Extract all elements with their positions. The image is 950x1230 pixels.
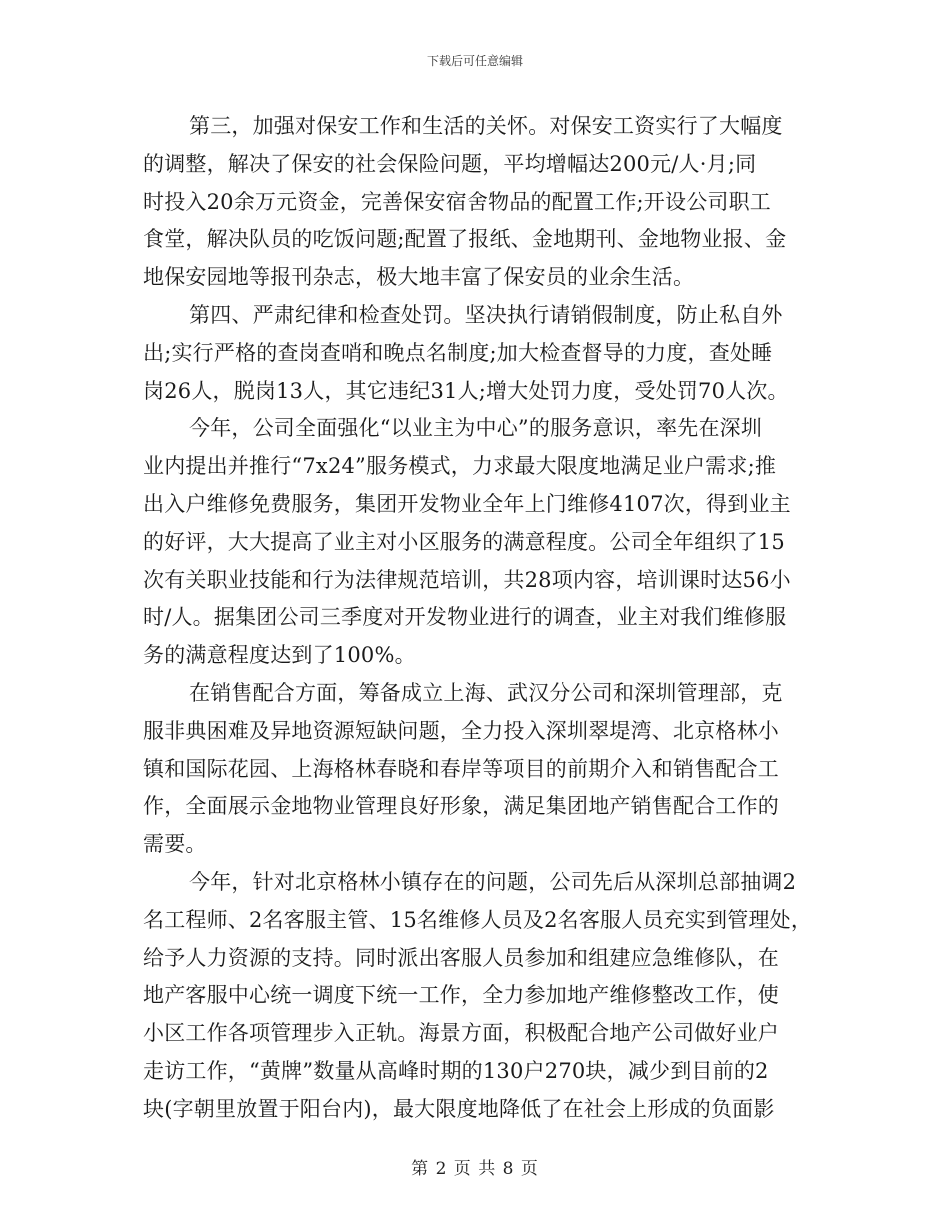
text-line: 岗26人，脱岗13人，其它违纪31人;增大处罚力度，受处罚70人次。 [143, 378, 789, 403]
text-line: 镇和国际花园、上海格林春晓和春岸等项目的前期介入和销售配合工 [143, 756, 779, 781]
text-line: 食堂，解决队员的吃饭问题;配置了报纸、金地期刊、金地物业报、金 [143, 227, 787, 252]
page-number: 第 2 页 共 8 页 [411, 1159, 539, 1179]
text-line: 今年，针对北京格林小镇存在的问题，公司先后从深圳总部抽调2 [189, 869, 797, 894]
text-line: 需要。 [143, 832, 207, 857]
text-line: 的调整，解决了保安的社会保险问题，平均增幅达200元/人·月;同 [143, 151, 757, 176]
text-line: 在销售配合方面，筹备成立上海、武汉分公司和深圳管理部，克 [189, 680, 783, 705]
text-line: 第四、严肃纪律和检查处罚。坚决执行请销假制度，防止私自外 [189, 302, 783, 327]
text-line: 地产客服中心统一调度下统一工作，全力参加地产维修整改工作，使 [143, 983, 779, 1008]
text-line: 业内提出并推行“7x24”服务模式，力求最大限度地满足业户需求;推 [143, 454, 777, 479]
text-line: 出入户维修免费服务，集团开发物业全年上门维修4107次，得到业主 [143, 491, 791, 516]
text-line: 今年，公司全面强化“以业主为中心”的服务意识，率先在深圳 [189, 416, 763, 441]
text-line: 走访工作，“黄牌”数量从高峰时期的130户270块，减少到目前的2 [143, 1058, 769, 1083]
text-line: 名工程师、2名客服主管、15名维修人员及2名客服人员充实到管理处， [143, 907, 813, 932]
text-line: 地保安园地等报刊杂志，极大地丰富了保安员的业余生活。 [143, 265, 695, 290]
text-line: 的好评，大大提高了业主对小区服务的满意程度。公司全年组织了15 [143, 529, 785, 554]
text-line: 时/人。据集团公司三季度对开发物业进行的调查，业主对我们维修服 [143, 605, 787, 630]
text-line: 时投入20余万元资金，完善保安宿舍物品的配置工作;开设公司职工 [143, 189, 771, 214]
text-line: 务的满意程度达到了100%。 [143, 643, 416, 668]
page-header: 下载后可任意编辑 [426, 54, 523, 68]
text-line: 作，全面展示金地物业管理良好形象，满足集团地产销售配合工作的 [143, 794, 779, 819]
text-line: 小区工作各项管理步入正轨。海景方面，积极配合地产公司做好业户 [143, 1021, 779, 1046]
text-line: 块(字朝里放置于阳台内)，最大限度地降低了在社会上形成的负面影 [143, 1096, 775, 1121]
text-line: 出;实行严格的查岗查哨和晚点名制度;加大检查督导的力度，查处睡 [143, 340, 773, 365]
text-line: 第三，加强对保安工作和生活的关怀。对保安工资实行了大幅度 [189, 114, 783, 138]
text-line: 给予人力资源的支持。同时派出客服人员参加和组建应急维修队，在 [143, 945, 779, 970]
document-body [143, 108, 823, 1129]
text-line: 服非典困难及异地资源短缺问题，全力投入深圳翠堤湾、北京格林小 [143, 718, 779, 743]
text-line: 次有关职业技能和行为法律规范培训，共28项内容，培训课时达56小 [143, 567, 791, 592]
